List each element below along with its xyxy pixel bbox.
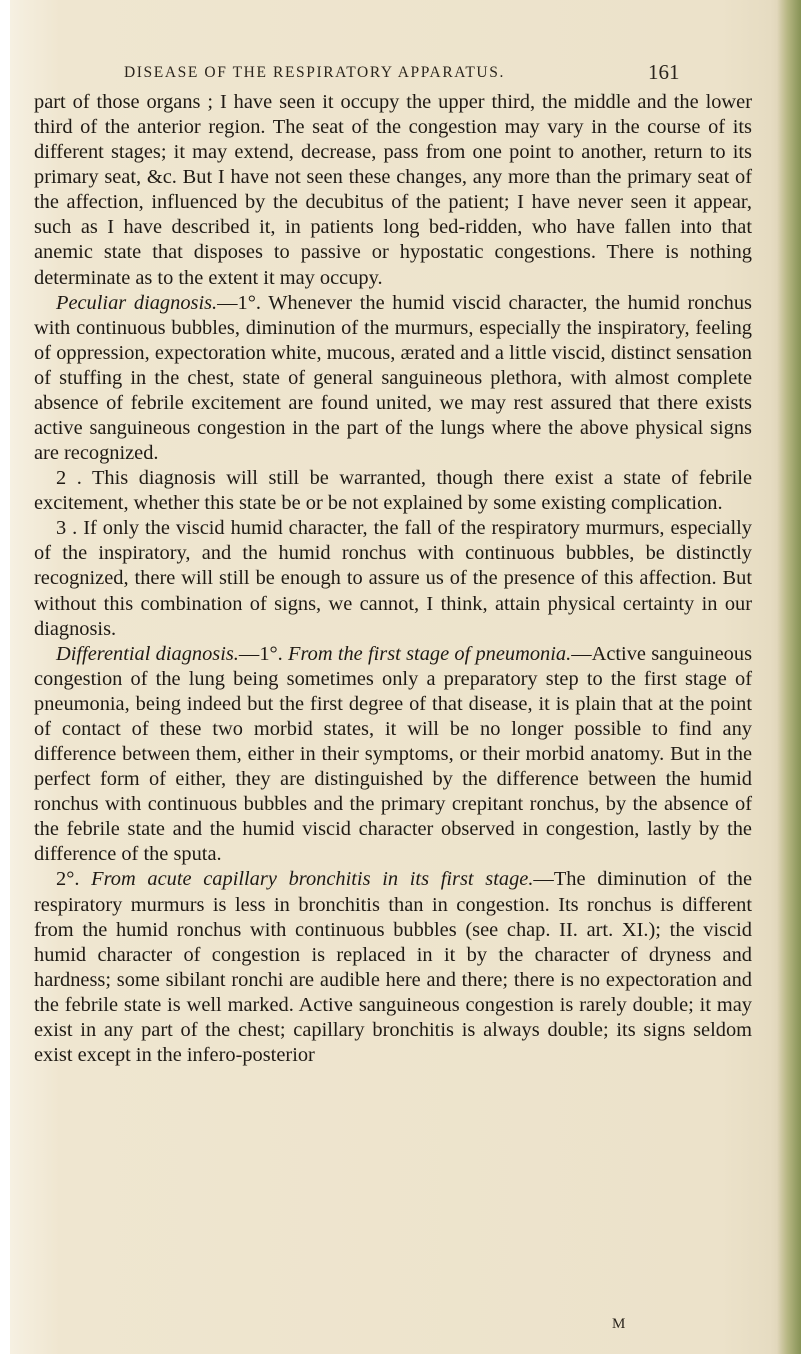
subheading-capillary-bronchitis: From acute capillary bronchitis in its first stage. <box>79 868 534 891</box>
subheading-pneumonia: From the first stage of pneumonia. <box>282 642 572 665</box>
page-right-edge-stain <box>777 0 801 1354</box>
paragraph-item-2: 2 . This diagnosis will still be warranted, though there exist a state of febrile excitement, whether this state be or be not explained by some existing complication. <box>34 467 752 515</box>
item-number: —1°. <box>217 291 261 314</box>
section-heading-peculiar-diagnosis: Peculiar diagnosis. <box>56 291 218 314</box>
paragraph-continuation: part of those organs ; I have seen it occupy the upper third, the middle and the lower third of the anterior region. The seat of the congestion may vary in the course of its different stages; it may extend, decrease, pass from one point to another, return to its primary seat, &c. But I have not seen these changes, any more than the primary seat of the affection, influenced by the decubitus of the patient; I have never seen it appear, such as I have described it, in patients long bed-ridden, who have fallen into that anemic state that disposes to passive or hypostatic congestions. There is nothing determinate as to the extent it may occupy. <box>34 91 752 289</box>
item-number: —1°. <box>238 642 283 665</box>
signature-mark: M <box>612 1316 626 1332</box>
paragraph-text: —Active sanguineous congestion of the lung being sometimes only a preparatory step to the first stage of pneumonia, being indeed but the first degree of that disease, it is plain that at the point of contact of these two morbid states, it will be no longer possible to find any difference between them, either in their symptoms, or their morbid anatomy. But in the perfect form of either, they are distinguished by the difference between the humid ronchus with continuous bubbles and the primary crepitant ronchus, by the absence of the febrile state and the humid viscid character observed in congestion, lastly by the difference of the sputa. <box>34 642 753 866</box>
section-heading-differential-diagnosis: Differential diagnosis. <box>56 642 239 665</box>
running-head: DISEASE OF THE RESPIRATORY APPARATUS. <box>124 64 505 81</box>
page-number: 161 <box>648 60 680 84</box>
page-left-margin <box>0 0 10 1354</box>
paragraph-peculiar-diagnosis <box>34 291 752 467</box>
paragraph-text: Whenever the humid viscid character, the humid ronchus with continuous bubbles, diminution of the murmurs, especially the inspiratory, feeling of oppression, expectoration white, mucous, ærated and a little viscid, distinct sensation of stuffing in the chest, state of general sanguineous plethora, with almost complete absence of febrile excitement are found united, we may rest assured that there exists active sanguineous congestion in the part of the lungs where the above physical signs are recognized. <box>34 291 752 465</box>
paragraph-item-3: 3 . If only the viscid humid character, the fall of the respiratory murmurs, especially of the inspiratory, and the humid ronchus with continuous bubbles, be distinctly recognized, there will still be enough to assure us of the presence of this affection. But without this combination of signs, we cannot, I think, attain physical certainty in our diagnosis. <box>34 517 752 640</box>
paragraph-differential-diagnosis <box>34 642 752 868</box>
paragraph-text: —The diminution of the respiratory murmurs is less in bronchitis than in congestion. Its ronchus is different from the humid ronchus with continuous bubbles (see chap. II. art. XI.); the viscid humid character of congestion is replaced in it by the character of dryness and hardness; some sibilant ronchi are audible here and there; there is no expectoration and the febrile state is well marked. Active sanguineous congestion is rarely double; it may exist in any part of the chest; capillary bronchitis is always double; its signs seldom exist except in the infero-posterior <box>34 868 752 1066</box>
item-number: 2°. <box>56 868 80 891</box>
body-text <box>34 90 752 1068</box>
page-header <box>34 60 754 88</box>
paragraph-capillary-bronchitis <box>34 867 752 1068</box>
